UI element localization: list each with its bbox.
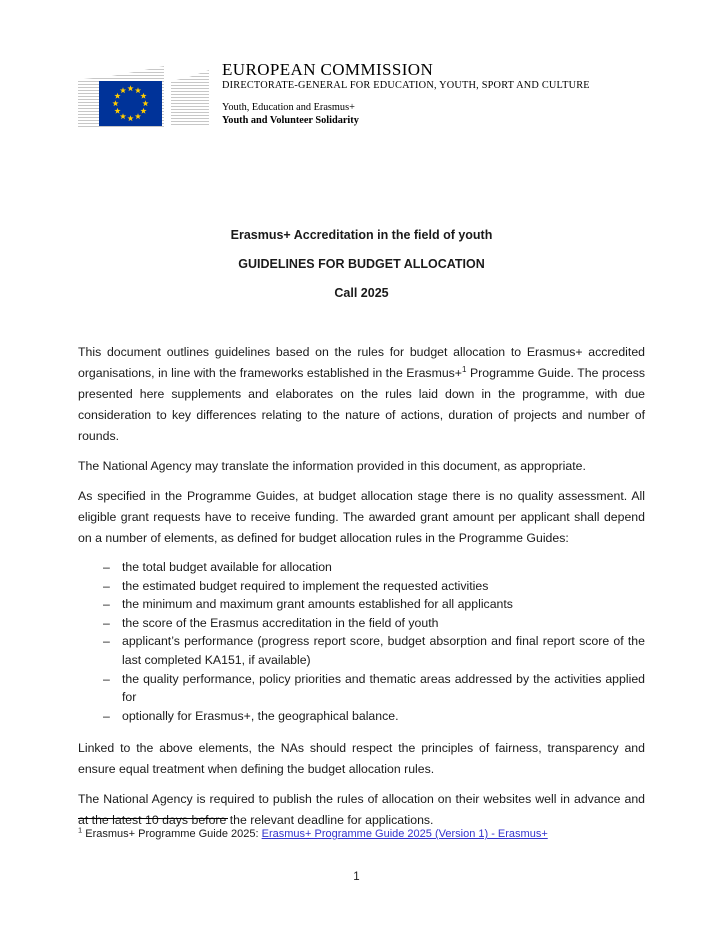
bullet-dash: – <box>103 578 110 593</box>
footnote-separator <box>78 818 228 819</box>
eu-flag-icon <box>99 81 162 126</box>
list-item <box>78 577 645 596</box>
list-item <box>78 614 645 633</box>
bullet-dash: – <box>103 615 110 630</box>
paragraph-fairness: Linked to the above elements, the NAs should respect the principles of fairness, transparency and ensure equal treatment when defining the budget allocation rules. <box>78 741 645 777</box>
bullet-dash: – <box>103 634 110 649</box>
doc-call: Call 2025 <box>334 286 389 300</box>
footnote-area <box>78 818 645 841</box>
department-line: Youth, Education and Erasmus+ <box>222 102 355 113</box>
directorate-general: DIRECTORATE-GENERAL FOR EDUCATION, YOUTH, SPORT AND CULTURE <box>222 80 590 91</box>
bullet-dash: – <box>103 597 110 612</box>
footnote-marker: 1 <box>78 825 83 835</box>
doc-title: GUIDELINES FOR BUDGET ALLOCATION <box>238 257 485 271</box>
page-number: 1 <box>353 871 360 883</box>
letterhead <box>222 61 590 127</box>
list-item-text: applicant’s performance (progress report score, budget absorption and final report score of the last completed KA151, if available) <box>122 634 645 667</box>
list-item <box>78 670 645 707</box>
paragraph-intro-text: This document outlines guidelines based on the rules for budget allocation to Erasmus+ accredited organisations, in line with the frameworks established in the Erasmus+ <box>78 345 645 380</box>
unit-line: Youth and Volunteer Solidarity <box>222 115 359 126</box>
bullet-dash: – <box>103 671 110 686</box>
paragraph-intro <box>78 342 645 447</box>
ec-logo <box>78 58 210 128</box>
list-item <box>78 595 645 614</box>
footnote <box>78 827 645 841</box>
document-body <box>78 228 645 840</box>
list-item-text: the quality performance, policy priorities and thematic areas addressed by the activities applied for <box>122 671 645 705</box>
footnote-label: Erasmus+ Programme Guide 2025: <box>82 828 262 840</box>
bullet-dash: – <box>103 708 110 723</box>
list-item <box>78 707 645 726</box>
doc-subject: Erasmus+ Accreditation in the field of youth <box>230 228 493 242</box>
paragraph-translate: The National Agency may translate the information provided in this document, as appropriate. <box>78 459 586 473</box>
list-item <box>78 558 645 577</box>
footnote-reference: 1 <box>462 364 467 374</box>
ec-swoosh-right <box>171 70 209 126</box>
institution-name: EUROPEAN COMMISSION <box>222 60 434 79</box>
list-item-text: the score of the Erasmus accreditation in the field of youth <box>122 615 439 630</box>
paragraph-elements: As specified in the Programme Guides, at budget allocation stage there is no quality assessment. All eligible grant requests have to receive funding. The awarded grant amount per applicant shall depend on a number of elements, as defined for budget allocation rules in the Programme Guides: <box>78 489 645 545</box>
list-item-text: the total budget available for allocation <box>122 560 332 574</box>
paragraph-publish: The National Agency is required to publish the rules of allocation on their websites well in advance and at the latest 10 days before the relevant deadline for applications. <box>78 792 645 828</box>
programme-guide-link[interactable]: Erasmus+ Programme Guide 2025 (Version 1) - Erasmus+ <box>261 828 548 840</box>
list-item-text: the estimated budget required to implement the requested activities <box>122 578 489 593</box>
allocation-elements-list <box>78 558 645 725</box>
bullet-dash: – <box>103 560 110 574</box>
paragraph-intro-text-cont: Programme Guide. The process presented here supplements and elaborates on the rules laid down in the programme, with due consideration to key differences relating to the nature of actions, duration of projects and number of rounds. <box>78 366 646 443</box>
list-item <box>78 632 645 669</box>
list-item-text: the minimum and maximum grant amounts established for all applicants <box>122 597 513 612</box>
list-item-text: optionally for Erasmus+, the geographical balance. <box>122 708 399 723</box>
